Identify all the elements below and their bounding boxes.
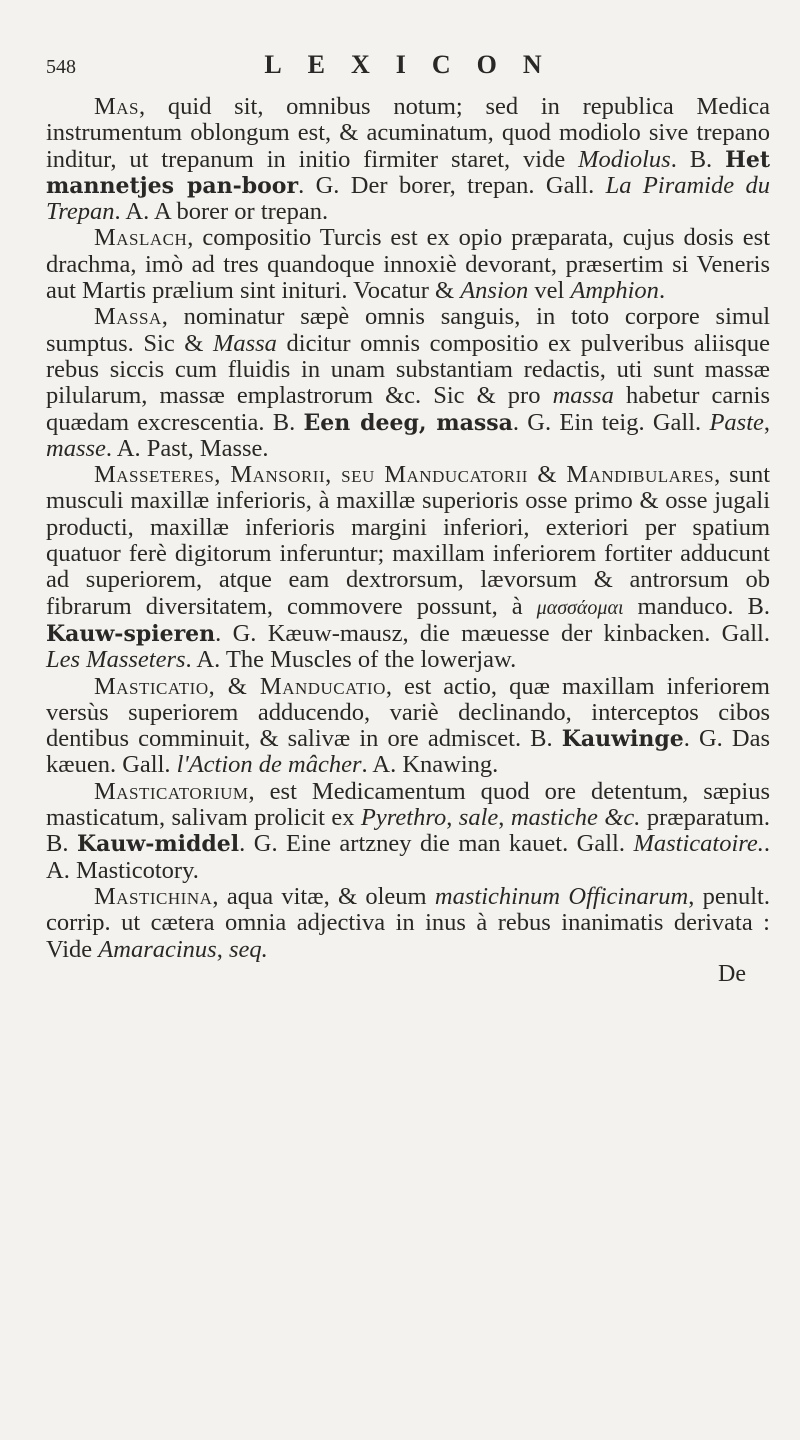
entry-text: manduco. B.: [623, 592, 770, 620]
entry-maslach: [46, 225, 770, 304]
entry-text: ,: [763, 408, 770, 436]
entry-text: , nominatur sæpè omnis sanguis, in toto corpore simul sumptus. Sic &: [46, 303, 770, 357]
italic-term: mastiche &c.: [510, 804, 641, 832]
dutch-term: Het mannetjes pan-boor: [46, 146, 771, 199]
entry-masseteres: [46, 462, 770, 673]
headword: Mastichina: [94, 882, 213, 910]
headword: Maslach: [94, 224, 188, 252]
entry-text: . B.: [670, 145, 726, 173]
italic-term: masse: [46, 434, 106, 462]
entry-text: . G. Eine artzney die man kauet. Gall.: [239, 830, 634, 858]
entry-text: , compositio Turcis est ex opio præparata, cujus dosis est drachma, imò ad tres quandoque innoxiè devorant, præsertim si Veneris aut Martis prælium sint inituri. Vocatur &: [46, 224, 770, 305]
italic-term: Modiolus: [578, 145, 671, 173]
entry-text: .: [658, 277, 666, 305]
running-head: [46, 50, 770, 94]
entry-text: . A. Past, Masse.: [105, 434, 269, 462]
italic-term: mastichinum Officinarum: [434, 882, 689, 910]
italic-term: Masticatoire.: [633, 830, 764, 858]
entry-text: , est Medicamentum quod ore detentum, sæpius masticatum, salivam prolicit ex: [46, 777, 770, 832]
entry-text: . A. The Muscles of the lowerjaw.: [185, 646, 517, 674]
italic-term: Pyrethro: [360, 804, 447, 832]
entry-text: , aqua vitæ, & oleum: [212, 882, 435, 910]
dutch-term: Kauwinge: [561, 726, 684, 753]
entry-text: , sunt musculi maxillæ inferioris, à maxillæ superioris osse primo & osse jugali producti, maxillæ inferioris margini inferiori, exteriori per spatium quatuor ferè digitorum inferuntur; maxillam inferiorem fortiter adducunt ad superiorem, atque eam dextrorsum, lævorsum & antrorsum ob fibrarum diversitatem, commovere possunt, à: [46, 461, 770, 620]
dutch-term: Een deeg, massa: [303, 409, 513, 436]
entry-mastichina: [46, 884, 770, 963]
italic-term: Paste: [709, 408, 764, 436]
entry-text: habetur carnis quædam excrescentia. B.: [46, 382, 771, 436]
page-title: LEXICON: [264, 50, 568, 79]
entry-text: . A. Knawing.: [361, 751, 499, 779]
entry-text: ,: [216, 935, 229, 963]
italic-term: sale: [458, 804, 499, 832]
entry-text: , quid sit, omnibus notum; sed in republica Medica instrumentum oblongum est, & acuminatum, quod modiolo sive trepano inditur, ut trepanum in initio firmiter staret, vide: [46, 93, 770, 173]
entry-text: , est actio, quæ maxillam inferiorem versùs superiorem adducendo, variè declinando, interceptos cibos dentibus comminuit, & salivæ in ore admiscet. B.: [46, 672, 770, 753]
headword: Masticatorium: [94, 777, 249, 805]
entry-text: ,: [498, 804, 511, 832]
entry-text: . G. Ein teig. Gall.: [512, 408, 710, 436]
headword: Massa: [94, 303, 162, 331]
headword: Mas: [94, 93, 140, 120]
entry-text: . G. Das kæuen. Gall.: [46, 725, 770, 779]
italic-term: Amphion: [570, 277, 659, 305]
italic-term: Ansion: [460, 277, 529, 305]
headword: Masseteres, Mansorii, seu Manducatorii & Mandibulares: [94, 461, 715, 489]
dutch-term: Kauw-middel: [76, 831, 240, 858]
entry-text: præparatum. B.: [46, 804, 771, 858]
entry-text: ,: [446, 804, 459, 832]
italic-term: massa: [552, 382, 614, 410]
italic-term: l'Action de mâcher: [176, 751, 362, 779]
entry-text: , penult. corrip. ut cætera omnia adjectiva in inus à rebus inanimatis derivata : Vide: [46, 882, 770, 963]
italic-term: Massa: [212, 329, 277, 357]
entry-text: vel: [528, 277, 571, 305]
catchword: De: [718, 960, 746, 987]
italic-term: seq.: [228, 935, 268, 963]
entry-text: . A. A borer or trepan.: [114, 198, 329, 226]
page-number: 548: [46, 56, 76, 78]
greek-term: μασσάομαι: [536, 596, 624, 619]
dutch-term: Kauw-spieren: [46, 620, 216, 647]
italic-term: La Piramide du Trepan: [46, 171, 771, 226]
dictionary-entries: [46, 94, 770, 963]
entry-text: . G. Der borer, trepan. Gall.: [298, 171, 606, 199]
italic-term: Amaracinus: [98, 935, 217, 963]
italic-term: Les Masseters: [46, 646, 186, 674]
entry-text: . G. Kæuw-mausz, die mæuesse der kinbacken. Gall.: [215, 619, 770, 647]
entry-masticatio: [46, 674, 770, 779]
entry-text: dicitur omnis compositio ex pulveribus aliisque rebus siccis cum fluidis in unam substantiam redactis, uti sunt massæ pilularum, massæ emplastrorum &c. Sic & pro: [46, 329, 770, 410]
entry-masticatorium: [46, 779, 770, 884]
headword: Masticatio, & Manducatio: [94, 672, 386, 700]
entry-text: . A. Masticotory.: [46, 830, 771, 884]
entry-mas: [46, 94, 770, 225]
entry-massa: [46, 304, 770, 462]
